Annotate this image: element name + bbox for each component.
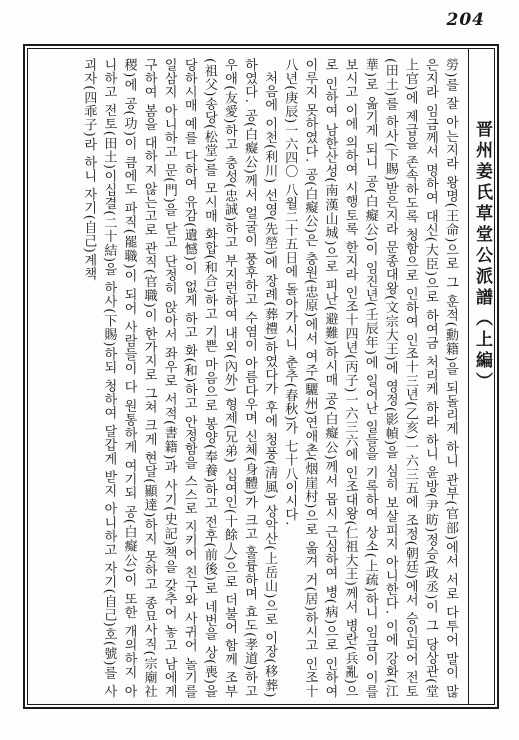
- body-text: [34, 58, 460, 698]
- running-header-title: 晋州姜氏草堂公派譜（上編）: [472, 120, 492, 393]
- page-number: 204: [446, 10, 485, 30]
- paragraph-1: 勞)를 잘 아는지라 왕명(王命)으로 그 훈적(勳籍)을 되돌리게 하니 관부(官部)에서 서로 다투어 말이 많은지라 임금께서 명하여 대신(大臣)으로 하여금 처리케 하라 하니 윤방(尹昉)정승(政丞)이 그 당상관(堂上官)에 제급을 존속하도록 청함으로 인하여 인조十三년(乙亥)一六三五에 조정(朝廷)에서 승인되어 전토(田土)를 하사(下賜)받은지라 문종대왕(文宗大王)에 영정(影幀)을 심히 보살피지 아니한다. 이에 강화(江華)로 옮기게 되니 공(白癡公)이 임진년(壬辰年)에 일어난 일들을 기록하여 상소(上疏)하니 임금이 이를 보시고 이에 의하여 시행토록 한지라 인조十四년(丙子)一六三六에 인조대왕(仁祖大王)께서 병란(兵亂)으로 인하여 남한산성(南漢山城)으로 피난(避難)하시매 공(白癡公)께서 몹시 근심하여 병(病)으로 인하여 이루지 못하였다. 공(白癡公)은 충원(忠原)에서 여주(驪州)연애촌(烟崖村)으로 옮겨 거(居)하시고 인조十八년(庚辰)一六四〇 八월二十五日에 돌아가시니 춘추(春秋)가 七十八이시다.: [282, 58, 458, 698]
- paragraph-2: 처음에 이천(利川) 선영(先塋)에 장례(葬禮)하였다가 후에 청풍(淸風) 상악산(上岳山)으로 이장(移葬)하였다. 공(白癡公)께서 얼굴이 풍후하고 수염이 아름다우며 신체(身體)가 크고 훌륭하며 효도(孝道)하고 우애(友愛)하고 충성(忠誠)하고 부지런하여 내외(內外) 형제(兄弟) 십여인(十餘人)으로 더불어 함께 조부(祖父)송당(松堂)를 모시매 화합(和合)하고 기쁜 마음으로 봉양(奉養)하고 전후(前後)로 네번을 상(喪)을 당하시매 예를 다하여 유감(遺憾)이 없게 하고 화(和)하고 안정함을 스스로 지키어 친구와 사귀어 놀기를 일삼지 아니하고 문(門)을 닫고 단정히 앉아서 좌우로 서적(書籍)과 사기(史記)책을 갖추어 놓고 남에게 구하여 봄을 대하지 않는고로 관직(官職)이 한가지로 그쳐 크게 현달(顯達)하지 못하고 종묘사직(宗廟社稷)에 공(功)이 큼에도 파직(罷職)이 되어 사람들이 다 원통하게 여기되 공(白癡公)이 또한 개의하지 아니하고 전토(田土)이십결(二十結)을 하사(下賜)하되 청하여 달갑게 받지 아니하고 자기(自己)호(號)를 사괴자(四乖子)라 하니 자기(自己)계책: [81, 58, 278, 698]
